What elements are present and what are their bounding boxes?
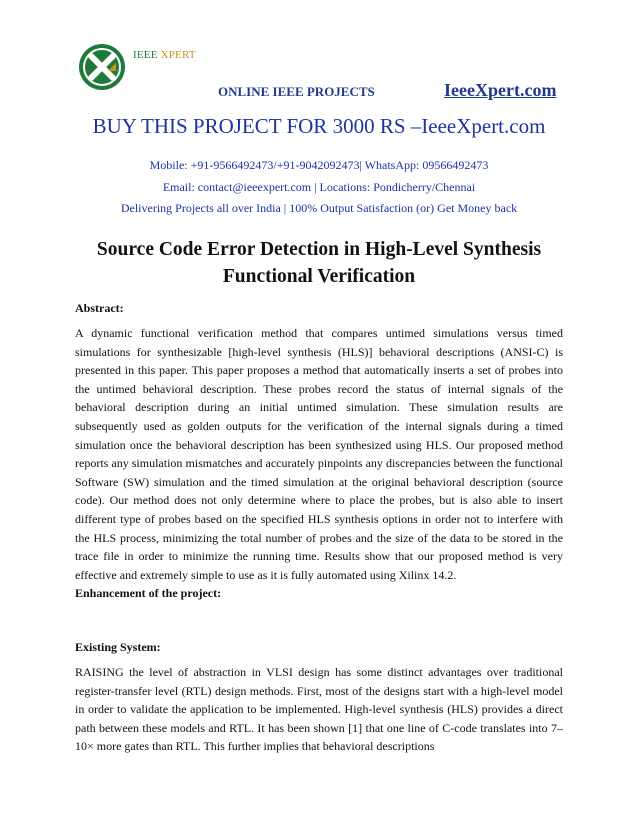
existing-system-heading: Existing System:: [75, 640, 161, 654]
abstract-paragraph: A dynamic functional verification method that compares untimed simulations versus timed simulations for synthesizable [high-level synthesis (HLS)] behavioral descriptions (ANSI-C) is presented in this paper. This paper proposes a method that automatically inserts a set of probes into the untimed behavioral description. These probes record the status of internal signals of the behavioral description during an initial untimed simulation. These simulation results are subsequently used as golden outputs for the verification of the internal signals during a timed simulation once the behavioral description has been synthesized using HLS. Our proposed method reports any simulation mismatches and accurately pinpoints any discrepancies between the functional Software (SW) simulation and the timed simulation at the original behavioral description (source code). Our method does not only determine where to place the probes, but is also able to insert different type of probes based on the specified HLS synthesis options in order not to interfere with the HLS process, minimizing the total number of probes and the size of the data to be stored in the trace file in order to minimize the running time. Results show that our proposed method is very effective and extremely simple to use as it is fully automated using Xilinx 14.2.: [75, 326, 563, 582]
logo-text-xpert: XPERT: [160, 49, 196, 61]
contact-delivery-line: Delivering Projects all over India | 100% Output Satisfaction (or) Get Money back: [120, 201, 518, 215]
ieee-xpert-logo-icon: [78, 43, 126, 91]
logo-text-ieee: IEEE: [133, 49, 158, 61]
existing-system-paragraph: RAISING the level of abstraction in VLSI design has some distinct advantages over traditional register-transfer level (RTL) design methods. First, most of the designs start with a high-level model in order to validate the application to be implemented. High-level synthesis (HLS) provides a direct path between these models and RTL. It has been shown [1] that one line of C-code translates into 7–10× more gates than RTL. This further implies that behavioral descriptions: [75, 665, 563, 754]
online-ieee-projects-label: ONLINE IEEE PROJECTS: [218, 84, 375, 99]
ieeexpert-site-link[interactable]: IeeeXpert.com: [444, 80, 557, 100]
abstract-heading: Abstract:: [75, 301, 124, 315]
contact-email-line: Email: contact@ieeexpert.com | Locations: Pondicherry/Chennai: [162, 180, 476, 194]
enhancement-heading: Enhancement of the project:: [75, 586, 222, 600]
contact-mobile-line: Mobile: +91-9566492473/+91-9042092473| WhatsApp: 09566492473: [149, 158, 489, 172]
logo-text: [133, 49, 196, 61]
paper-title: Source Code Error Detection in High-Level Synthesis Functional Verification: [96, 239, 542, 287]
buy-project-banner: BUY THIS PROJECT FOR 3000 RS –IeeeXpert.com: [92, 114, 546, 138]
